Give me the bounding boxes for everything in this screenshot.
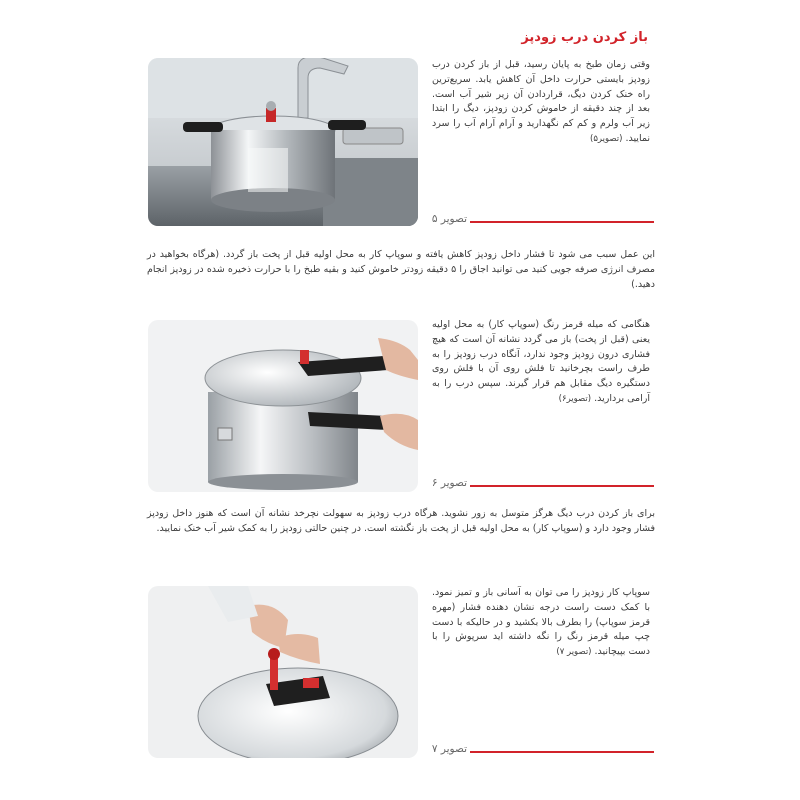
figure-7-caption: تصویر ۷ — [431, 743, 467, 755]
pressure-cooker-lid-photo — [148, 320, 418, 492]
caption-rule — [470, 221, 654, 223]
caption-rule — [470, 751, 654, 753]
section-3-text: سوپاپ کار زودپز را می توان به آسانی باز و تمیز نمود. با کمک دست راست درجه نشان دهنده فشار (مهره قرمز سوپاپ) را بطرف بالا بکشید و در حالیکه با دست چپ میله قرمز رنگ را نگه داشته اید سرپوش را با دست بپیچانید. (تصویر ۷) — [432, 587, 650, 658]
page-title: باز کردن درب زودپز — [521, 30, 648, 45]
section-1-text: وقتی زمان طبخ به پایان رسید، قبل از باز کردن درب زودپز بایستی حرارت داخل آن کاهش یابد. سریع‌ترین راه خنک کردن دیگ، قراردادن آن زیر شیر آب است. بعد از چند دقیقه از خاموش کردن زودپز، دیگ را ابتدا زیر آب ولرم و کم کم نگهدارید و آرام آرام آب را سرد نمایید. (تصویر۵) — [432, 59, 650, 144]
paragraph-1: این عمل سبب می شود تا فشار داخل زودپز کاهش یافته و سوپاپ کار به محل اولیه قبل از پخت باز گردد. (هرگاه بخواهید در مصرف انرژی صرفه جویی کنید می توانید اجاق را ۵ دقیقه زودتر خاموش کنید و بقیه طبخ را با حرارت ذخیره شده در زودپز انجام دهید.) — [147, 249, 655, 290]
caption-rule — [470, 485, 654, 487]
figure-6-caption: تصویر ۶ — [431, 477, 467, 489]
pressure-cooker-sink-photo — [148, 58, 418, 226]
paragraph-2: برای باز کردن درب دیگ هرگز متوسل به زور نشوید. هرگاه درب زودپز به سهولت نچرخد نشانه آن است که هنوز داخل زودپز فشار وجود دارد و (سوپاپ کار) به محل اولیه قبل از پخت باز نگشته است. در چنین حالتی زودپز را به کمک شیر آب خنک نمایید. — [147, 508, 655, 534]
section-2-text: هنگامی که میله قرمز رنگ (سوپاپ کار) به محل اولیه یعنی (قبل از پخت) باز می گردد نشانه آن است که هیچ فشاری درون زودپز وجود ندارد، آنگاه درب زودپز را به طرف راست بچرخانید تا فلش روی آن با فلش روی دستگیره دیگ مقابل هم قرار گیرند. سپس درب را به آرامی بردارید. (تصویر۶) — [432, 319, 650, 404]
valve-cleaning-photo — [148, 586, 418, 758]
figure-5-caption: تصویر ۵ — [431, 213, 467, 225]
